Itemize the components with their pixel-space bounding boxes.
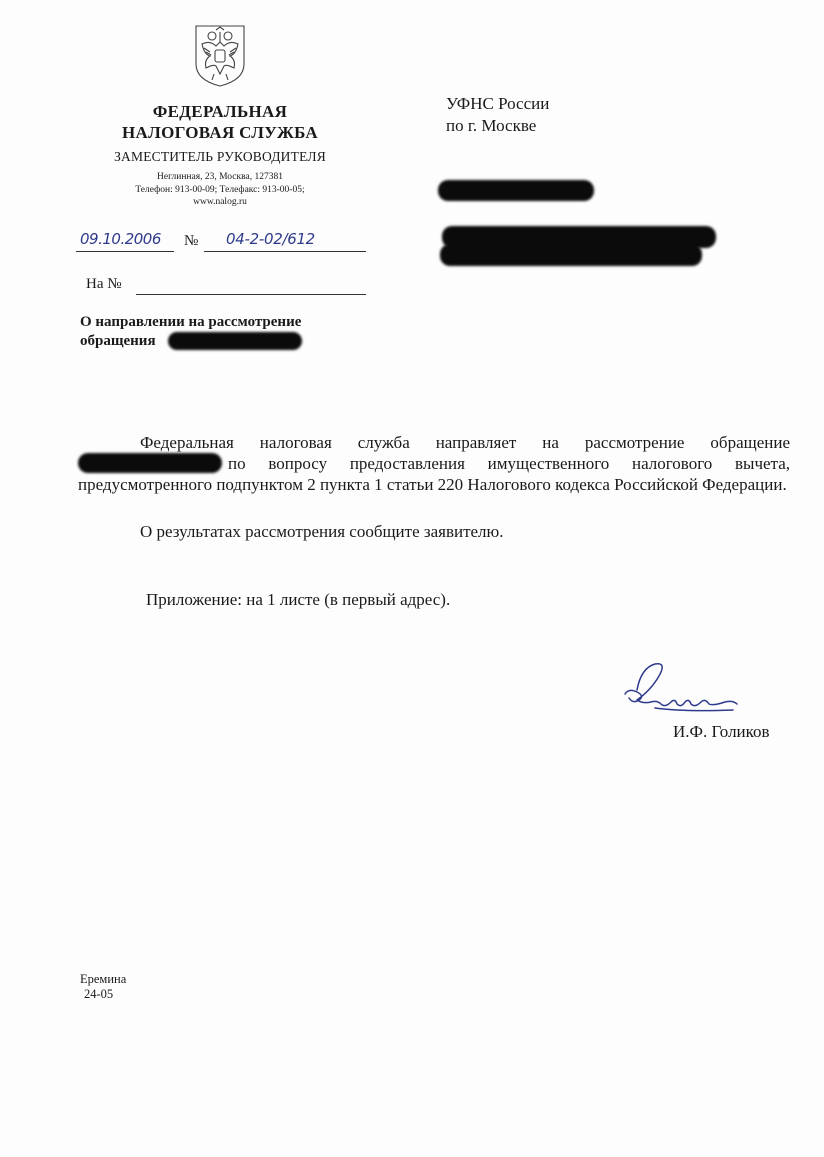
subject-line2: обращения [80,333,156,349]
appendix-note: Приложение: на 1 листе (в первый адрес). [146,590,451,609]
executor-phone: 24-05 [84,987,114,1001]
number-sign: № [184,233,199,249]
executor-name: Еремина [80,972,127,986]
redaction-mark [78,453,222,473]
agency-name [75,101,365,143]
phone-fax: Телефон: 913-00-09; Телефакс: 913-00-05; [135,184,305,195]
postal-address: Неглинная, 23, Москва, 127381 [157,172,283,182]
redaction-mark [168,332,302,350]
body-paragraph-2: О результатах рассмотрения сообщите заявителю. [140,522,504,541]
letterhead-contacts [75,171,365,209]
handwritten-signature [615,660,745,720]
registration-number: 04-2-02/612 [226,230,315,248]
registration-date: 09.10.2006 [80,230,161,248]
body-paragraph-1-rest: по вопросу предоставления имущественного налогового вычета, предусмотренного подпунктом 2 пункта 1 статьи 220 Налогового кодекса Российской Федерации. [78,454,790,494]
body-paragraph-1-start: Федеральная налоговая служба направляет на рассмотрение обращение [140,433,790,452]
executor-info [80,972,126,1002]
signatory-position: ЗАМЕСТИТЕЛЬ РУКОВОДИТЕЛЯ [114,149,326,164]
russian-coat-of-arms-icon [190,22,250,88]
signer-name: И.Ф. Голиков [673,722,770,741]
redaction-mark [438,180,594,201]
registration-date-field [76,231,174,252]
addressee [446,93,549,137]
reply-to-label: На № [86,276,122,292]
addressee-line1: УФНС России [446,94,550,113]
addressee-line2: по г. Москве [446,116,537,135]
subject-line1: О направлении на рассмотрение [80,314,302,330]
website: www.nalog.ru [193,197,247,207]
reply-to-line [136,294,366,295]
redaction-mark [440,244,702,266]
agency-name-line1: ФЕДЕРАЛЬНАЯ [152,102,288,121]
registration-number-field [204,231,366,252]
agency-name-line2: НАЛОГОВАЯ СЛУЖБА [122,123,318,142]
